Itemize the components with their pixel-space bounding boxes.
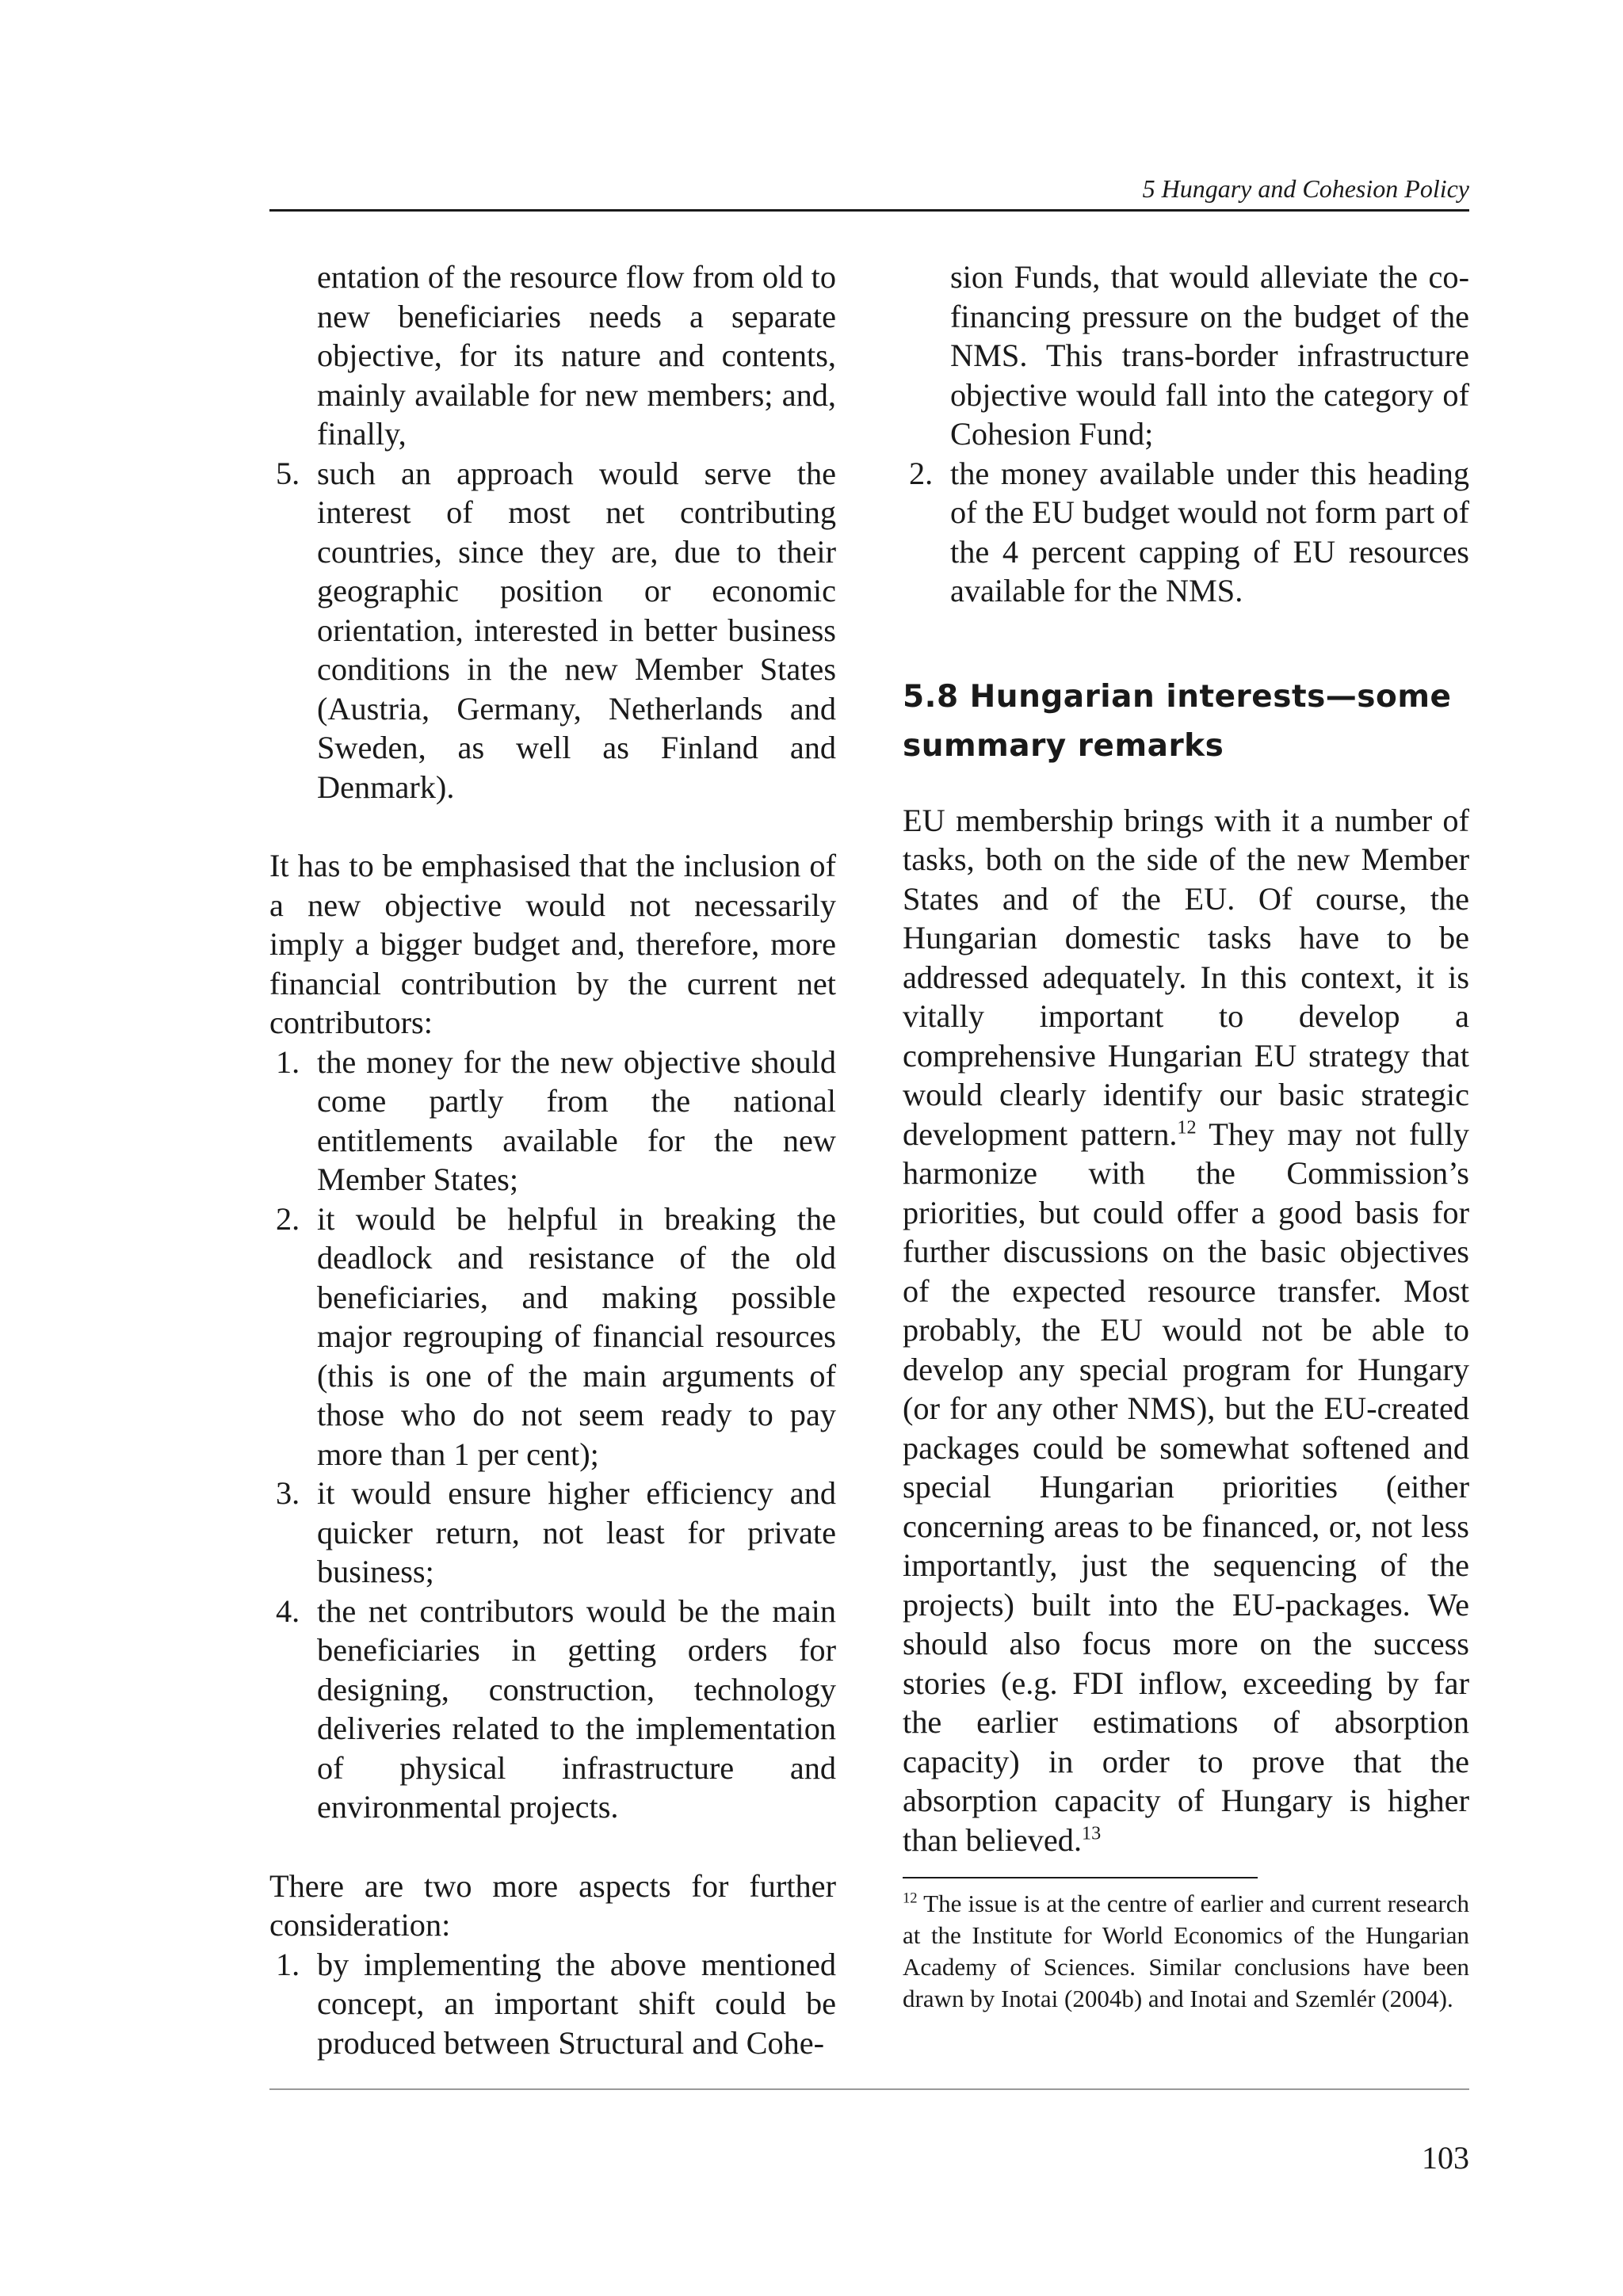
list-text: the money for the new objective should come partly from the national entitlements available for the new Member States; — [317, 1043, 836, 1197]
paragraph-text: They may not fully harmonize with the Commission’s priorities, but could offer a good basis for further discussions on the basic objectives of the expected resource transfer. Most probably, the EU would not be able to develop any special program for Hungary (or for any other NMS), but the EU-created packages could be somewhat softened and special Hungarian priorities (either concerning areas to be financed, or, not less importantly, just the sequencing of the projects) built into the EU-packages. We should also focus more on the success stories (e.g. FDI inflow, exceeding by far the earlier estimations of absorption capacity) in order to prove that the absorption capacity of Hungary is higher than believed. — [903, 1116, 1469, 1858]
list-number: 4. — [276, 1592, 300, 1629]
footnote-rule — [903, 1877, 1258, 1878]
footnote-number: 12 — [903, 1890, 918, 1907]
right-column — [903, 257, 1469, 2015]
left-column — [269, 257, 836, 2062]
list-text: it would be helpful in breaking the deadlock and resistance of the old beneficiaries, and making possible major regrouping of financial resources (this is one of the main arguments of those who do not seem ready to pay more than 1 per cent); — [317, 1200, 836, 1472]
footnote-text: The issue is at the centre of earlier and current research at the Institute for World Economics of the Hungarian Academy of Sciences. Similar conclusions have been drawn by Inotai (2004b) and Inotai and Szemlér (2004). — [903, 1890, 1469, 2012]
list-number: 1. — [276, 1946, 300, 1982]
list-number: 1. — [276, 1043, 300, 1080]
running-head: 5 Hungary and Cohesion Policy — [1142, 174, 1469, 203]
list-item — [269, 1043, 836, 1199]
list-item — [269, 1474, 836, 1592]
header-rule — [269, 209, 1469, 212]
list-number: 3. — [276, 1475, 300, 1511]
list-number: 2. — [276, 1200, 300, 1237]
list-text: such an approach would serve the interest of most net contributing countries, since they are, due to their geographic position or economic orientation, interested in better business conditions in the new Member States (Austria, Germany, Netherlands and Sweden, as well as Finland and Denmark). — [317, 455, 836, 805]
list-item — [269, 1199, 836, 1474]
page-number: 103 — [1422, 2140, 1469, 2176]
numbered-list — [269, 1043, 836, 1827]
paragraph: It has to be emphasised that the inclusion of a new objective would not necessarily imply a bigger budget and, therefore, more financial contribution by the current net contributors: — [269, 848, 836, 1040]
list-number: 5. — [276, 455, 300, 491]
footnote-ref[interactable]: 13 — [1082, 1822, 1102, 1844]
section-heading: 5.8 Hungarian interests—some summary remarks — [903, 678, 1452, 764]
list-number: 2. — [909, 455, 934, 491]
list-item — [269, 1945, 836, 2063]
paragraph — [903, 801, 1469, 1860]
paragraph: There are two more aspects for further consideration: — [269, 1867, 836, 1943]
list-item — [903, 454, 1469, 611]
footnote — [903, 1888, 1469, 2015]
list-text: by implementing the above mentioned concept, an important shift could be produced between Structural and Cohe- — [317, 1946, 836, 2061]
list-text: the money available under this heading of the EU budget would not form part of the 4 percent capping of EU resources available for the NMS. — [950, 455, 1469, 608]
footer-rule — [269, 2088, 1469, 2090]
list-item-continuation: sion Funds, that would alleviate the co-financing pressure on the budget of the NMS. This trans-border infrastructure objective would fall into the category of Cohesion Fund; — [950, 259, 1469, 452]
list-text: the net contributors would be the main beneficiaries in getting orders for designing, construction, technology deliveries related to the implementation of physical infrastructure and environmental projects. — [317, 1592, 836, 1825]
list-item — [269, 1592, 836, 1827]
list-item — [269, 454, 836, 807]
list-text: it would ensure higher efficiency and quicker return, not least for private business; — [317, 1475, 836, 1589]
paragraph-text: EU membership brings with it a number of tasks, both on the side of the new Member States and of the EU. Of course, the Hungarian domestic tasks have to be addressed adequately. In this context, it is vitally important to develop a comprehensive Hungarian EU strategy that would clearly identify our basic strategic development pattern. — [903, 802, 1469, 1152]
list-item-continuation: entation of the resource flow from old to new beneficiaries needs a separate objective, for its nature and contents, mainly available for new members; and, finally, — [317, 259, 836, 452]
footnote-ref[interactable]: 12 — [1177, 1116, 1197, 1138]
